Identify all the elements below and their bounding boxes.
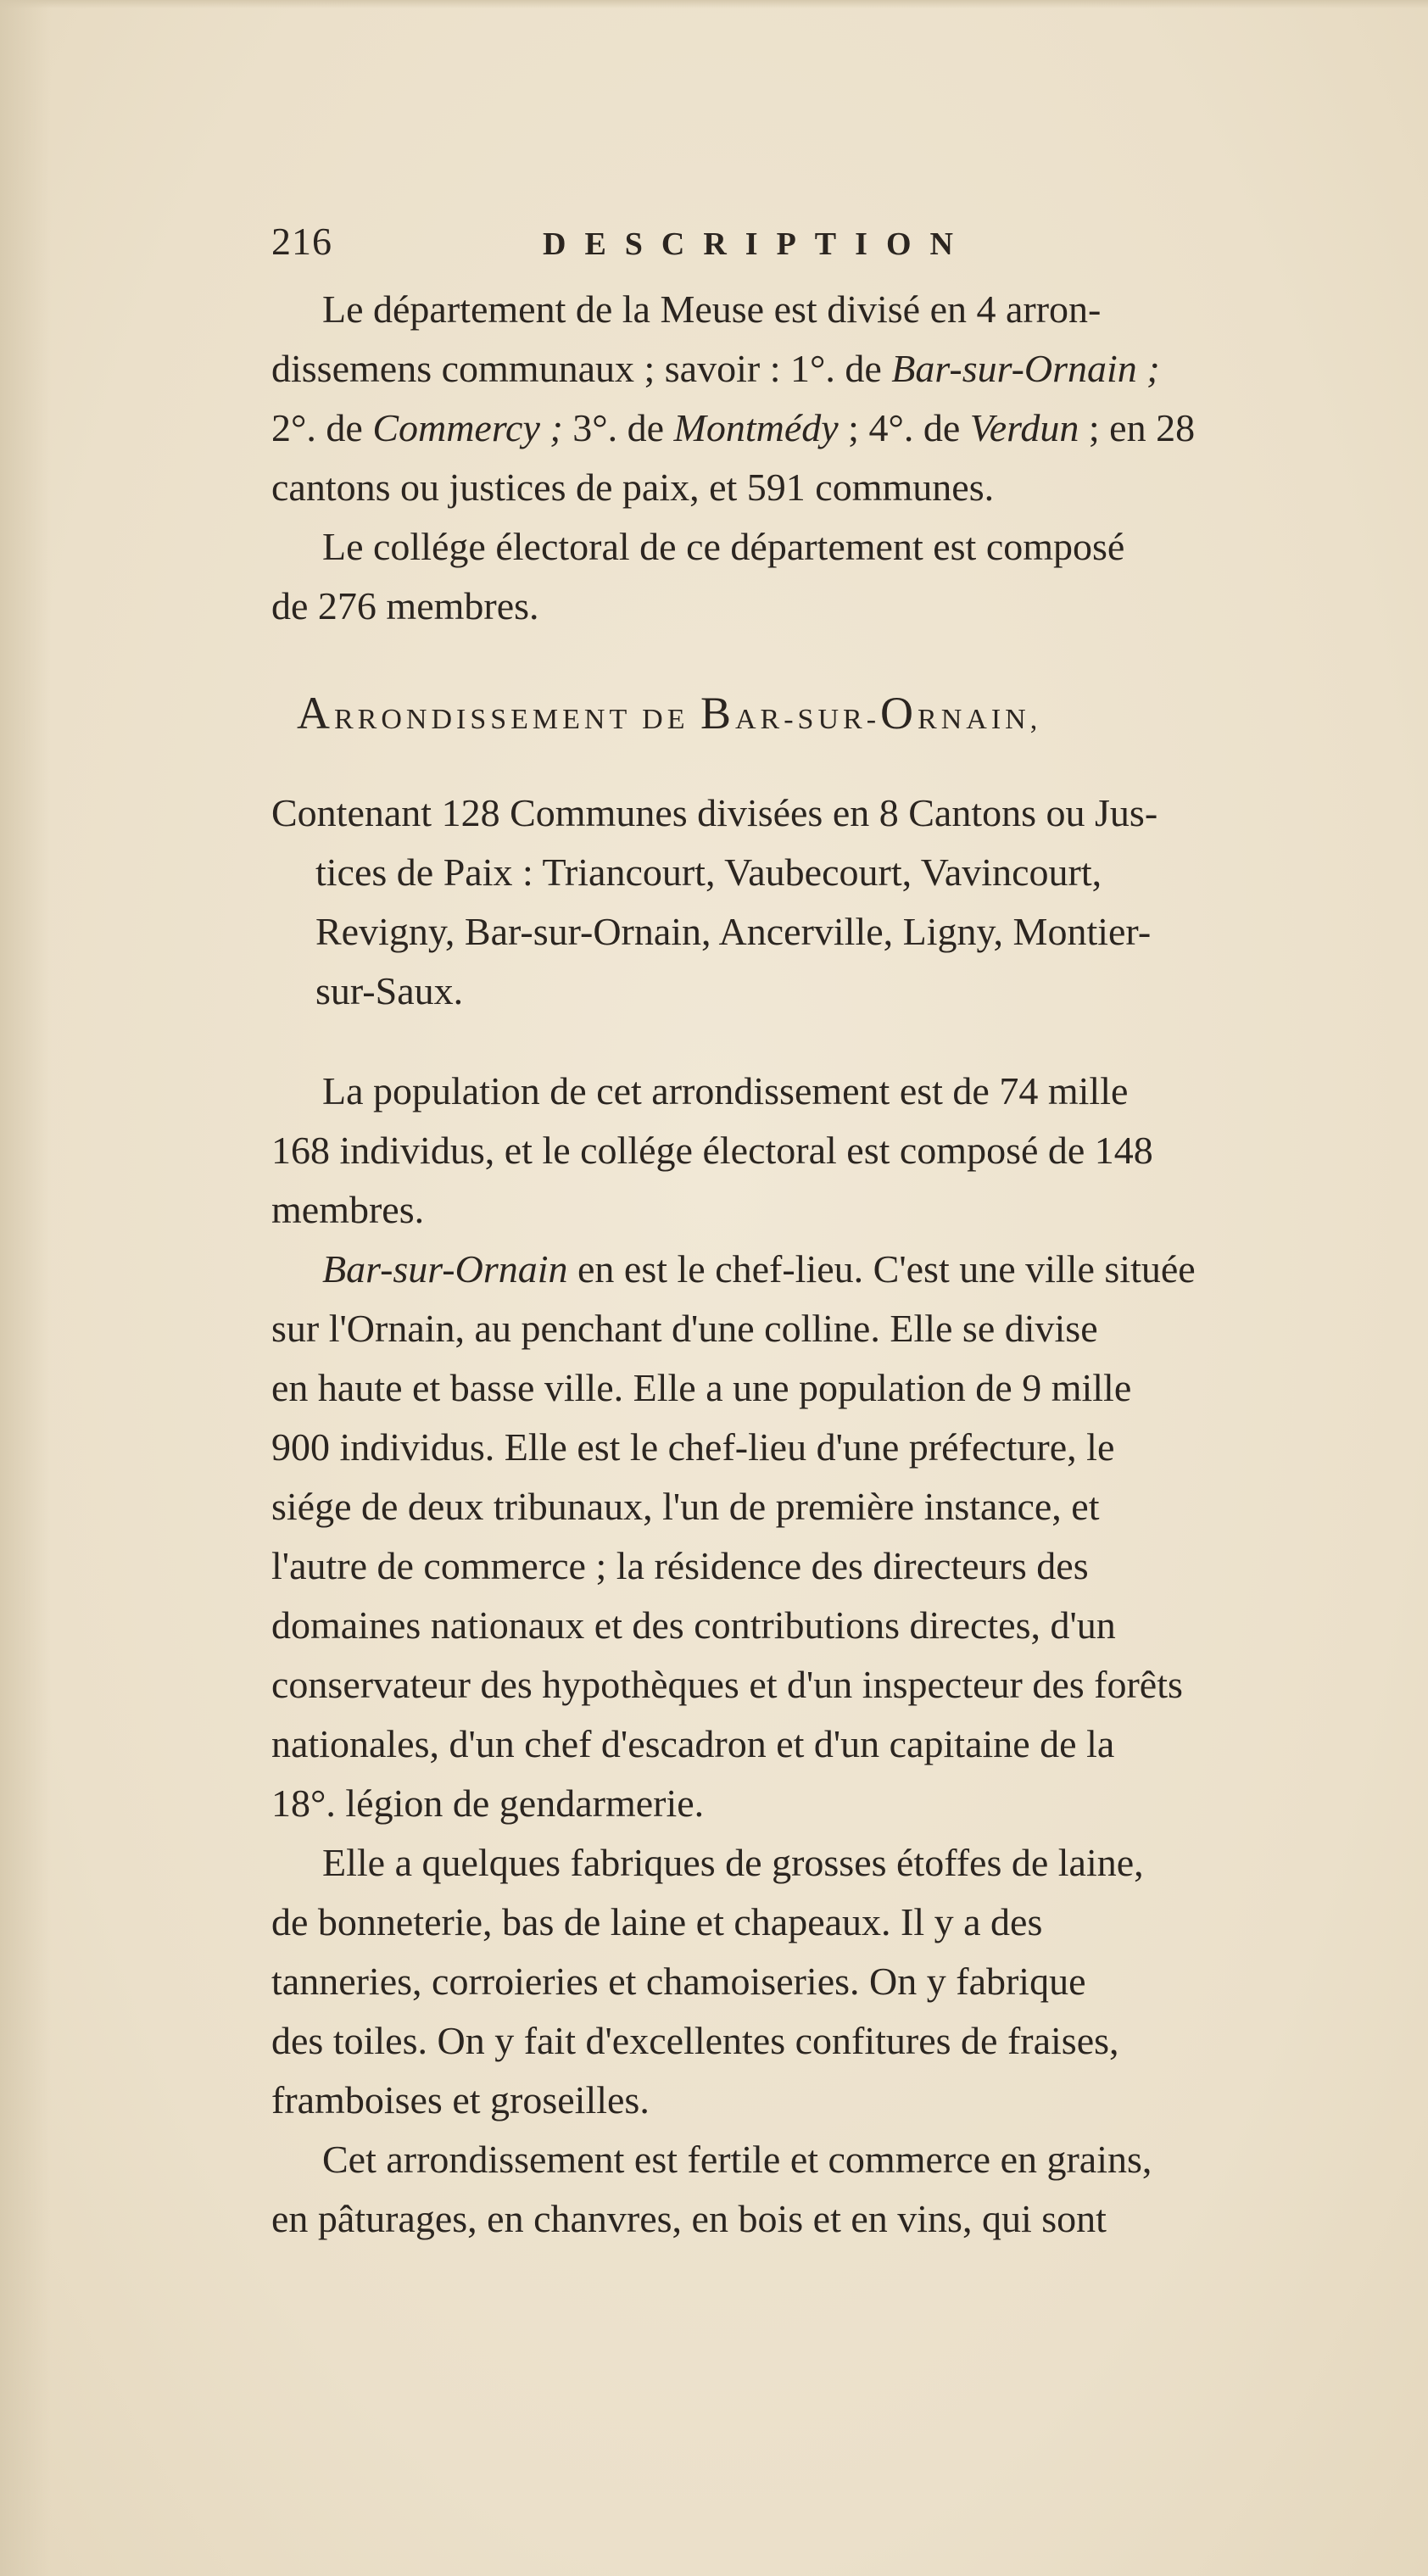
para5-line5: siége de deux tribunaux, l'un de première instance, et <box>271 1485 1100 1528</box>
page-top-edge <box>0 0 1428 8</box>
para4-line3: membres. <box>271 1188 425 1231</box>
text-span: ; en 28 <box>1079 406 1196 449</box>
para6-line1: Elle a quelques fabriques de grosses étoffes de laine, <box>322 1841 1144 1884</box>
para3-line4: sur-Saux. <box>315 969 464 1012</box>
para5-line7: domaines nationaux et des contributions directes, d'un <box>271 1603 1116 1647</box>
heading-initial: B <box>700 688 735 739</box>
para1-line2 <box>271 339 1408 399</box>
text-span: en est le chef-lieu. C'est une ville située <box>567 1247 1196 1291</box>
heading-part: AR-SUR- <box>735 704 881 735</box>
heading-initial: A <box>297 688 334 739</box>
para2-line2: de 276 membres. <box>271 584 539 627</box>
text-span: ; 4°. de <box>838 406 970 449</box>
para6-line4: des toiles. On y fait d'excellentes confitures de fraises, <box>271 2019 1119 2062</box>
heading-initial: O <box>880 688 918 739</box>
place-name: Commercy ; <box>372 406 563 449</box>
place-name: Montmédy <box>673 406 839 449</box>
para6-line2: de bonneterie, bas de laine et chapeaux. Il y a des <box>271 1900 1043 1943</box>
para3-line2: tices de Paix : Triancourt, Vaubecourt, Vavincourt, <box>315 850 1102 894</box>
para2-line1: Le collége électoral de ce département est composé <box>322 525 1125 568</box>
page-body <box>271 280 1408 2249</box>
para5-line9: nationales, d'un chef d'escadron et d'un capitaine de la <box>271 1722 1115 1765</box>
para5-line8: conservateur des hypothèques et d'un inspecteur des forêts <box>271 1663 1183 1706</box>
heading-part: DE <box>630 704 700 735</box>
page-header <box>271 219 1187 278</box>
para7-line2: en pâturages, en chanvres, en bois et en vins, qui sont <box>271 2197 1107 2240</box>
para1-line1: Le département de la Meuse est divisé en 4 arron- <box>322 287 1102 331</box>
para4-line1: La population de cet arrondissement est de 74 mille <box>322 1069 1129 1112</box>
text-span: 3°. de <box>562 406 674 449</box>
text-span: 2°. de <box>271 406 373 449</box>
place-name: Bar-sur-Ornain <box>322 1247 568 1291</box>
text-span: dissemens communaux ; savoir : 1°. de <box>271 347 892 390</box>
para3-line3: Revigny, Bar-sur-Ornain, Ancerville, Ligny, Montier- <box>315 910 1152 953</box>
para5-line2: sur l'Ornain, au penchant d'une colline. Elle se divise <box>271 1307 1098 1350</box>
place-name: Bar-sur-Ornain ; <box>891 347 1160 390</box>
para5-line1 <box>271 1240 1408 1299</box>
running-title: DESCRIPTION <box>543 226 972 262</box>
para4-line2: 168 individus, et le collége électoral est composé de 148 <box>271 1129 1153 1172</box>
para1-line4: cantons ou justices de paix, et 591 communes. <box>271 466 995 509</box>
heading-part: RRONDISSEMENT <box>334 704 631 735</box>
para3-line1: Contenant 128 Communes divisées en 8 Cantons ou Jus- <box>271 791 1158 834</box>
place-name: Verdun <box>969 406 1079 449</box>
page-number: 216 <box>271 220 332 263</box>
para5-line6: l'autre de commerce ; la résidence des directeurs des <box>271 1544 1089 1587</box>
section-heading <box>297 683 1408 743</box>
para6-line5: framboises et groseilles. <box>271 2078 650 2122</box>
para5-line10: 18°. légion de gendarmerie. <box>271 1781 705 1825</box>
para5-line4: 900 individus. Elle est le chef-lieu d'une préfecture, le <box>271 1425 1115 1469</box>
para6-line3: tanneries, corroieries et chamoiseries. On y fabrique <box>271 1960 1086 2003</box>
heading-part: RNAIN, <box>918 704 1042 735</box>
para1-line3 <box>271 399 1408 458</box>
gutter-shadow <box>0 0 51 2576</box>
para5-line3: en haute et basse ville. Elle a une population de 9 mille <box>271 1366 1132 1409</box>
para7-line1: Cet arrondissement est fertile et commerce en grains, <box>322 2138 1152 2181</box>
